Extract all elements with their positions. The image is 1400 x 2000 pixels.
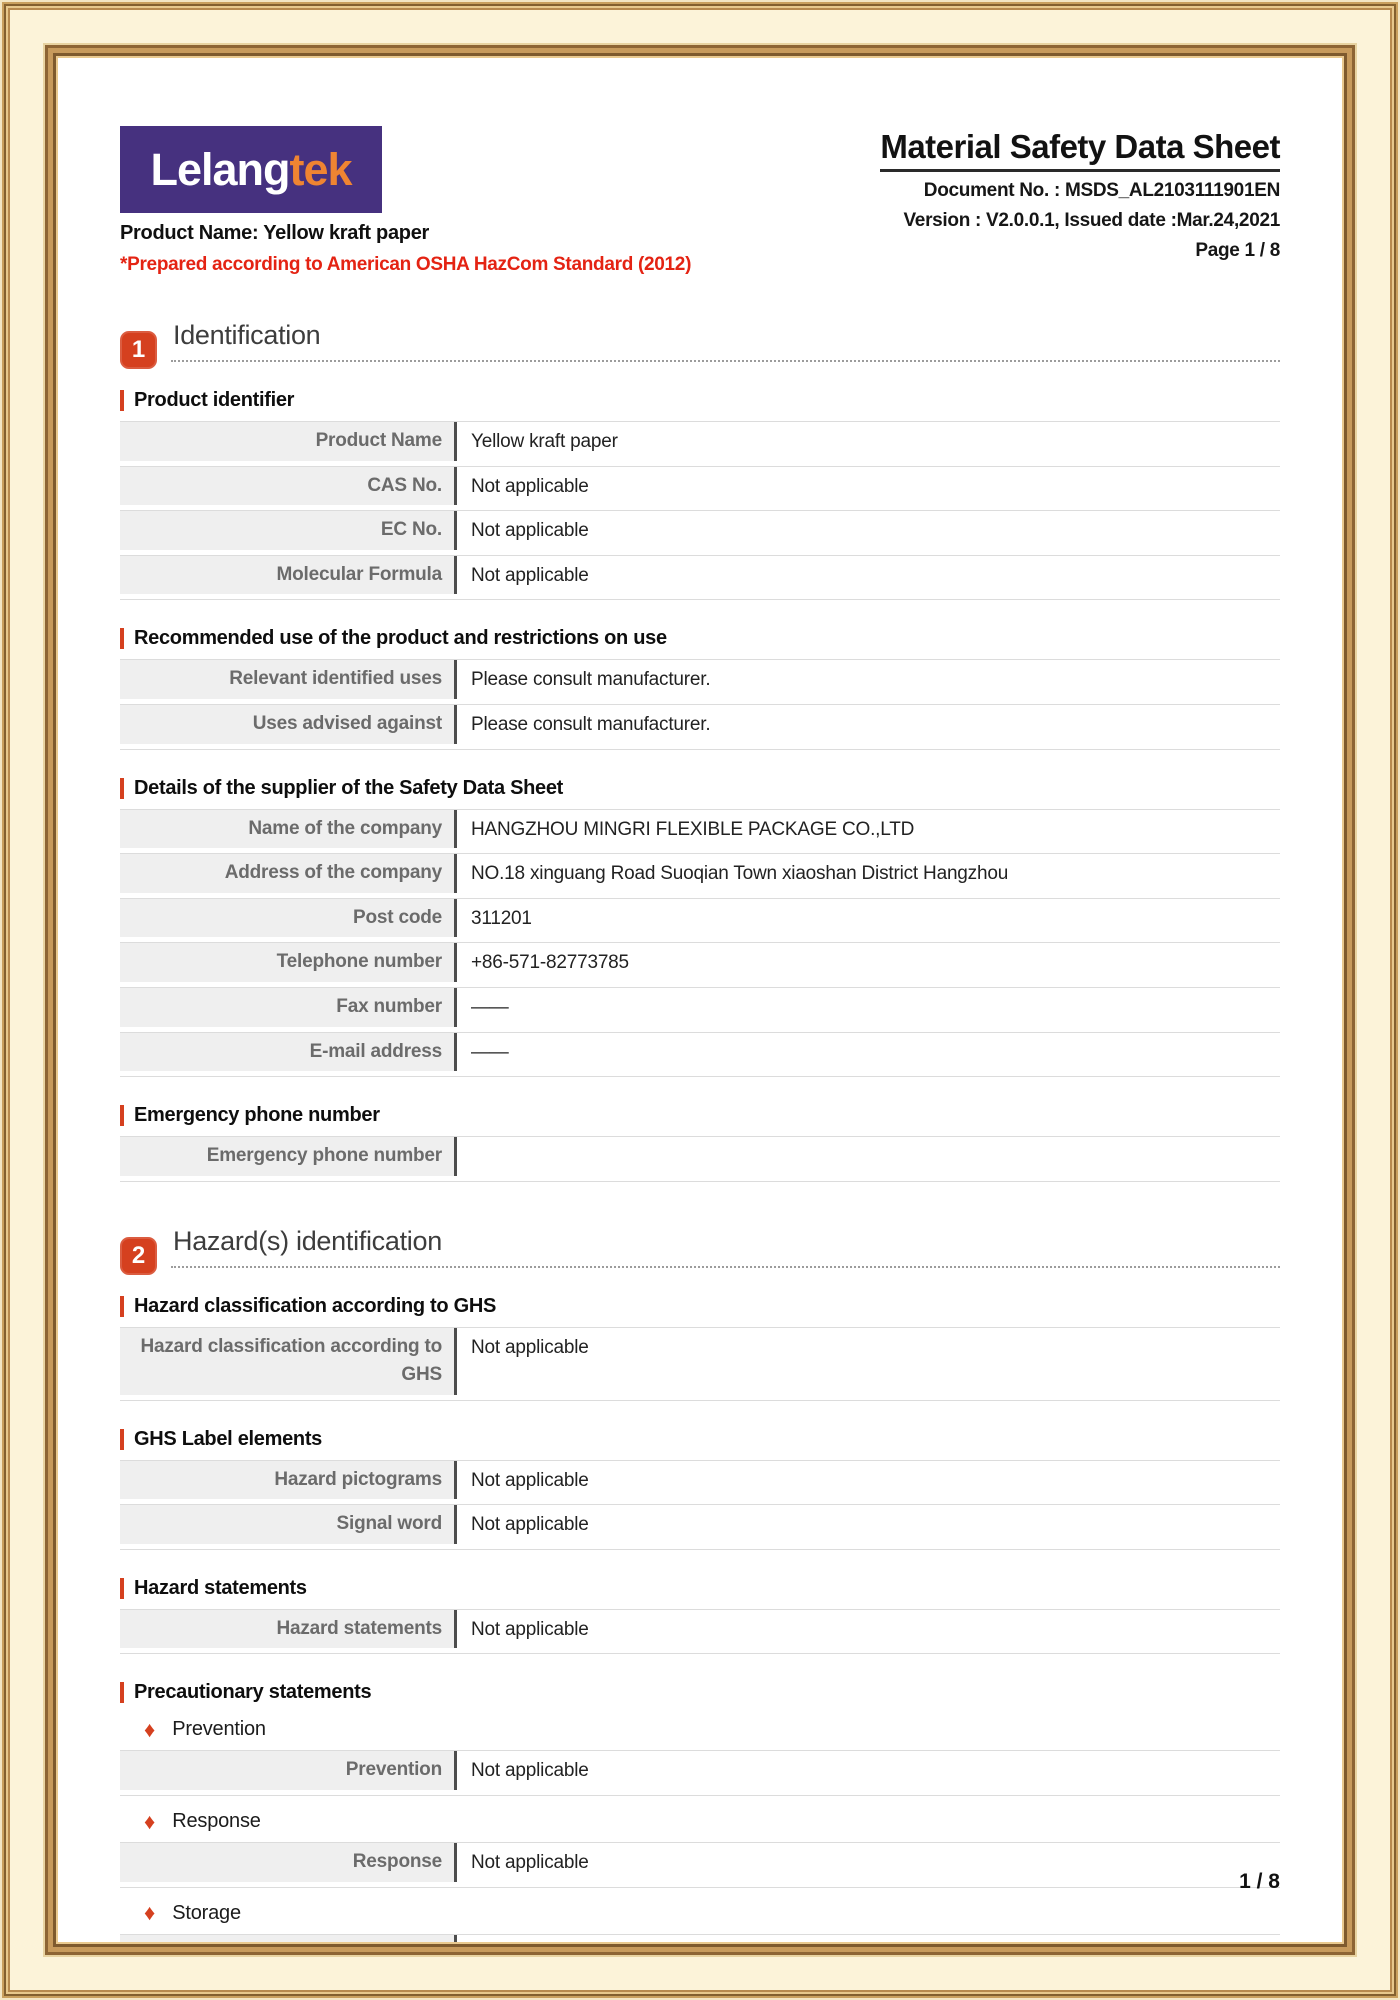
row-value: Please consult manufacturer.	[471, 669, 711, 691]
table-row-inner	[120, 1751, 1280, 1790]
table-row	[120, 510, 1280, 550]
red-bar-icon	[120, 1105, 124, 1126]
subsection-heading	[120, 777, 1280, 800]
row-label: Uses advised against	[120, 705, 454, 744]
table-row-inner	[120, 705, 1280, 744]
table-row	[120, 1460, 1280, 1500]
table-row-inner	[120, 1137, 1280, 1176]
section-header	[120, 320, 1280, 362]
prepared-note: *Prepared according to American OSHA HazCom Standard (2012)	[120, 254, 692, 275]
row-value: Not applicable	[471, 1514, 589, 1536]
row-label: Hazard pictograms	[120, 1461, 454, 1500]
table-row	[120, 1136, 1280, 1176]
row-label: CAS No.	[120, 467, 454, 506]
row-label: E-mail address	[120, 1033, 454, 1072]
row-label: Fax number	[120, 988, 454, 1027]
section-header	[120, 1226, 1280, 1268]
red-bar-icon	[120, 1578, 124, 1599]
table-row	[120, 1504, 1280, 1544]
header-right	[880, 126, 1280, 262]
bullet-label: Storage	[172, 1901, 241, 1924]
row-value: Yellow kraft paper	[471, 431, 618, 452]
table-row	[120, 987, 1280, 1027]
row-value: Not applicable	[471, 475, 589, 497]
red-bar-icon	[120, 628, 124, 649]
bullet-item	[144, 1902, 1280, 1925]
page-line: Page 1 / 8	[1195, 240, 1280, 261]
section-title-underline	[171, 1226, 1280, 1268]
row-value: Not applicable	[471, 1943, 589, 1965]
table-row-inner	[120, 1328, 1280, 1395]
row-label: Molecular Formula	[120, 556, 454, 595]
table-row	[120, 1934, 1280, 1974]
table-row-inner	[120, 810, 1280, 849]
row-value: Not applicable	[471, 1336, 589, 1358]
table-row-inner	[120, 511, 1280, 550]
table-row-inner	[120, 1033, 1280, 1072]
table-row-inner	[120, 1843, 1280, 1882]
section-number-badge: 2	[120, 1237, 157, 1275]
bullet-item	[144, 1718, 1280, 1741]
row-value: +86-571-82773785	[471, 952, 629, 974]
table-row	[120, 555, 1280, 595]
table-row	[120, 809, 1280, 849]
table-row	[120, 659, 1280, 699]
subsection-title: Hazard classification according to GHS	[134, 1294, 497, 1317]
row-label: Hazard classification according to GHS	[120, 1328, 454, 1395]
table-row-inner	[120, 854, 1280, 893]
table-row-inner	[120, 1505, 1280, 1544]
row-value: Not applicable	[471, 1852, 589, 1873]
row-label: Product Name	[120, 422, 454, 461]
table-row	[120, 1842, 1280, 1882]
page-number: 1 / 8	[1239, 1870, 1280, 1893]
row-label: EC No.	[120, 511, 454, 550]
table-row-inner	[120, 899, 1280, 938]
data-table	[120, 1934, 1280, 1980]
row-value: ——	[471, 996, 509, 1018]
red-bar-icon	[120, 1429, 124, 1450]
row-label: Prevention	[120, 1751, 454, 1790]
lelangtek-logo	[120, 126, 382, 213]
row-value: Not applicable	[471, 564, 589, 586]
subsection-title: GHS Label elements	[134, 1427, 322, 1450]
row-label: Storage	[120, 1935, 454, 1974]
data-table	[120, 1609, 1280, 1655]
row-label: Address of the company	[120, 854, 454, 893]
table-row-inner	[120, 1610, 1280, 1649]
data-table	[120, 1327, 1280, 1401]
row-value: Not applicable	[471, 520, 589, 542]
row-value: 311201	[471, 907, 532, 929]
data-table	[120, 421, 1280, 600]
diamond-icon: ♦	[144, 1716, 156, 1742]
table-row	[120, 421, 1280, 461]
table-row-inner	[120, 943, 1280, 982]
header-left	[120, 126, 691, 276]
red-bar-icon	[120, 390, 124, 411]
row-value: Not applicable	[471, 1618, 589, 1640]
section-number-badge: 1	[120, 331, 157, 369]
subsection-title: Details of the supplier of the Safety Data Sheet	[134, 776, 564, 799]
section-title: Identification	[173, 320, 321, 350]
row-label: Post code	[120, 899, 454, 938]
data-table	[120, 659, 1280, 749]
row-label: Name of the company	[120, 810, 454, 849]
version-line: Version : V2.0.0.1, Issued date :Mar.24,2021	[903, 210, 1280, 231]
red-bar-icon	[120, 1296, 124, 1317]
table-row-inner	[120, 1935, 1280, 1974]
section-title-underline	[171, 320, 1280, 362]
row-label: Emergency phone number	[120, 1137, 454, 1176]
subsection-title: Emergency phone number	[134, 1104, 380, 1127]
table-row	[120, 942, 1280, 982]
subsection-heading	[120, 1104, 1280, 1127]
section-title: Hazard(s) identification	[173, 1225, 442, 1256]
data-table	[120, 1136, 1280, 1182]
subsection-title: Hazard statements	[134, 1576, 307, 1599]
subsection-title: Precautionary statements	[134, 1681, 372, 1704]
row-label: Relevant identified uses	[120, 660, 454, 699]
data-table	[120, 1750, 1280, 1796]
subsection-title: Recommended use of the product and restrictions on use	[134, 627, 667, 650]
row-value: HANGZHOU MINGRI FLEXIBLE PACKAGE CO.,LTD	[471, 818, 915, 840]
table-row	[120, 704, 1280, 744]
table-row	[120, 898, 1280, 938]
table-row-inner	[120, 422, 1280, 461]
bullet-label: Prevention	[172, 1718, 266, 1741]
logo-text-white: Lelang	[150, 143, 290, 195]
data-table	[120, 809, 1280, 1078]
table-row-inner	[120, 660, 1280, 699]
data-table	[120, 1460, 1280, 1550]
subsection-heading	[120, 627, 1280, 650]
row-value: NO.18 xinguang Road Suoqian Town xiaoshan District Hangzhou	[471, 863, 1009, 885]
table-row-inner	[120, 556, 1280, 595]
row-value: ——	[471, 1041, 509, 1063]
subsection-heading	[120, 389, 1280, 412]
table-row	[120, 1327, 1280, 1395]
row-value	[457, 1137, 1280, 1176]
bullet-label: Response	[172, 1810, 261, 1832]
table-row	[120, 1750, 1280, 1790]
document-page	[58, 58, 1342, 1965]
logo-text-orange: tek	[289, 143, 352, 195]
subsection-heading	[120, 1428, 1280, 1451]
row-label: Hazard statements	[120, 1610, 454, 1649]
table-row	[120, 853, 1280, 893]
subsection-heading	[120, 1681, 1280, 1704]
table-row-inner	[120, 467, 1280, 506]
red-bar-icon	[120, 778, 124, 799]
row-value: Not applicable	[471, 1760, 589, 1782]
row-label: Response	[120, 1843, 454, 1882]
diamond-icon: ♦	[144, 1808, 156, 1834]
row-value: Not applicable	[471, 1469, 589, 1491]
subsection-title: Product identifier	[134, 389, 295, 411]
document-title: Material Safety Data Sheet	[880, 128, 1280, 172]
document-body	[120, 320, 1280, 1979]
bullet-item	[144, 1810, 1280, 1833]
document-number: Document No. : MSDS_AL2103111901EN	[923, 180, 1280, 201]
subsection-heading	[120, 1577, 1280, 1600]
table-row	[120, 1609, 1280, 1649]
data-table	[120, 1842, 1280, 1888]
table-row-inner	[120, 988, 1280, 1027]
table-row	[120, 466, 1280, 506]
table-row	[120, 1032, 1280, 1072]
row-value: Please consult manufacturer.	[471, 713, 711, 735]
row-label: Telephone number	[120, 943, 454, 982]
table-row-inner	[120, 1461, 1280, 1500]
subsection-heading	[120, 1295, 1280, 1318]
product-name-line: Product Name: Yellow kraft paper	[120, 222, 430, 244]
diamond-icon: ♦	[144, 1900, 156, 1926]
document-header	[120, 126, 1280, 276]
row-label: Signal word	[120, 1505, 454, 1544]
red-bar-icon	[120, 1682, 124, 1703]
